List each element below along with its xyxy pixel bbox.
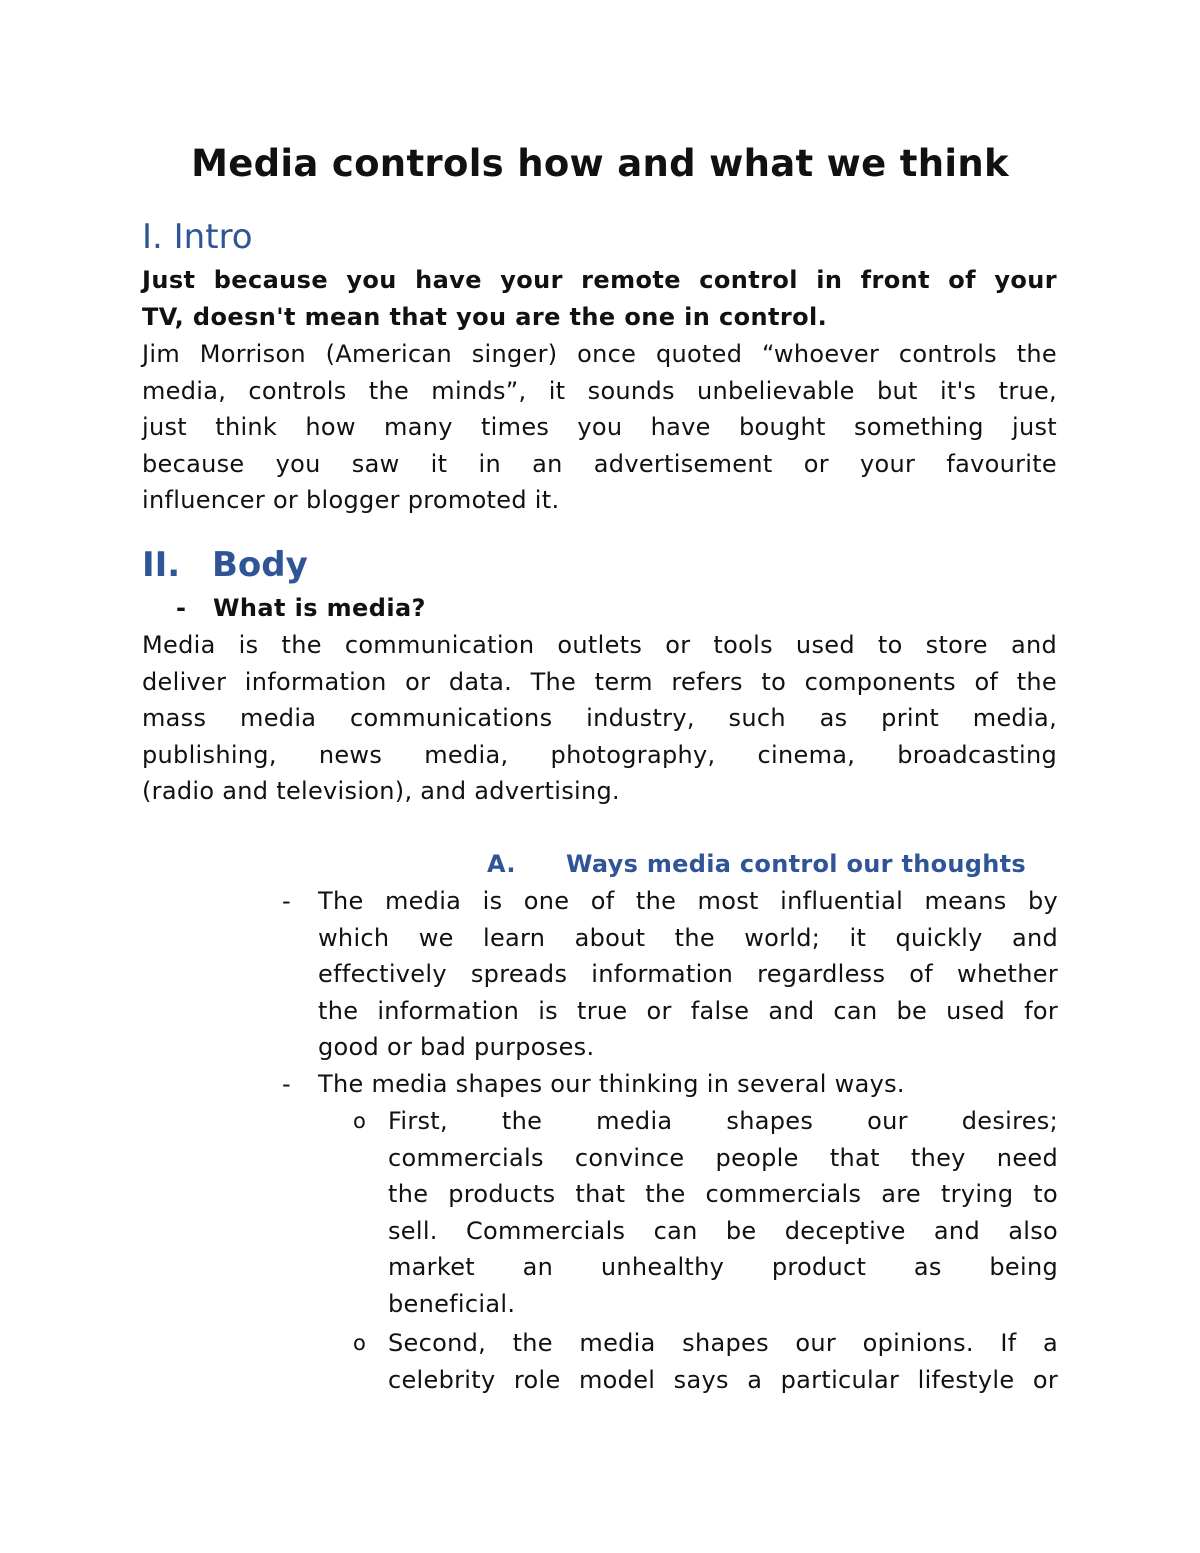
list-dash-marker: -	[282, 1070, 291, 1098]
section-number: II.	[142, 545, 181, 585]
text-line: the products that the commercials are trying to	[388, 1180, 1058, 1209]
list-circle-marker: o	[353, 1331, 366, 1355]
text-line: (radio and television), and advertising.	[142, 777, 620, 806]
text-line: influencer or blogger promoted it.	[142, 486, 560, 515]
intro-bold-paragraph	[142, 262, 1057, 335]
section-heading-body	[142, 543, 308, 587]
text-line: deliver information or data. The term refers to components of the	[142, 667, 1057, 696]
text-line: commercials convince people that they need	[388, 1143, 1058, 1172]
text-line: The media shapes our thinking in several ways.	[318, 1070, 905, 1098]
text-line: good or bad purposes.	[318, 1033, 595, 1062]
text-line: Just because you have your remote control in front of your	[142, 266, 1057, 294]
bullet-heading-what-is-media	[176, 590, 426, 626]
text-line: Second, the media shapes our opinions. If a	[388, 1329, 1058, 1357]
subsection-number: A.	[487, 850, 516, 878]
text-line: publishing, news media, photography, cinema, broadcasting	[142, 740, 1057, 769]
text-line: just think how many times you have bought something just	[142, 413, 1057, 442]
sub-list-item	[388, 1103, 1058, 1323]
text-line: which we learn about the world; it quickly and	[318, 923, 1058, 952]
media-definition-paragraph	[142, 627, 1057, 810]
text-line: market an unhealthy product as being	[388, 1253, 1058, 1282]
section-title: Intro	[173, 217, 253, 257]
text-line: mass media communications industry, such as print media,	[142, 704, 1057, 733]
bullet-dash: -	[176, 594, 187, 622]
sub-list-item	[388, 1325, 1058, 1398]
text-line: the information is true or false and can be used for	[318, 996, 1058, 1025]
text-line: effectively spreads information regardless of whether	[318, 960, 1058, 989]
text-line: First, the media shapes our desires;	[388, 1107, 1058, 1135]
text-line: TV, doesn't mean that you are the one in control.	[142, 302, 828, 331]
intro-paragraph	[142, 336, 1057, 519]
text-line: beneficial.	[388, 1289, 516, 1318]
text-line: media, controls the minds”, it sounds unbelievable but it's true,	[142, 376, 1057, 405]
section-heading-intro	[142, 215, 253, 259]
subsection-title: Ways media control our thoughts	[566, 850, 1027, 878]
bullet-heading-text: What is media?	[213, 594, 426, 622]
section-title: Body	[212, 545, 308, 585]
list-item	[318, 883, 1058, 1066]
text-line: because you saw it in an advertisement or your favourite	[142, 449, 1057, 478]
list-item	[318, 1066, 1058, 1103]
section-number: I.	[142, 217, 163, 257]
list-circle-marker: o	[353, 1109, 366, 1133]
page-title: Media controls how and what we think	[191, 142, 1009, 185]
text-line: The media is one of the most influential means by	[318, 887, 1058, 915]
text-line: Jim Morrison (American singer) once quoted “whoever controls the	[142, 340, 1057, 368]
list-dash-marker: -	[282, 887, 291, 915]
text-line: Media is the communication outlets or tools used to store and	[142, 631, 1057, 659]
text-line: sell. Commercials can be deceptive and also	[388, 1216, 1058, 1245]
subsection-heading	[487, 846, 1026, 882]
text-line: celebrity role model says a particular lifestyle or	[388, 1365, 1058, 1394]
